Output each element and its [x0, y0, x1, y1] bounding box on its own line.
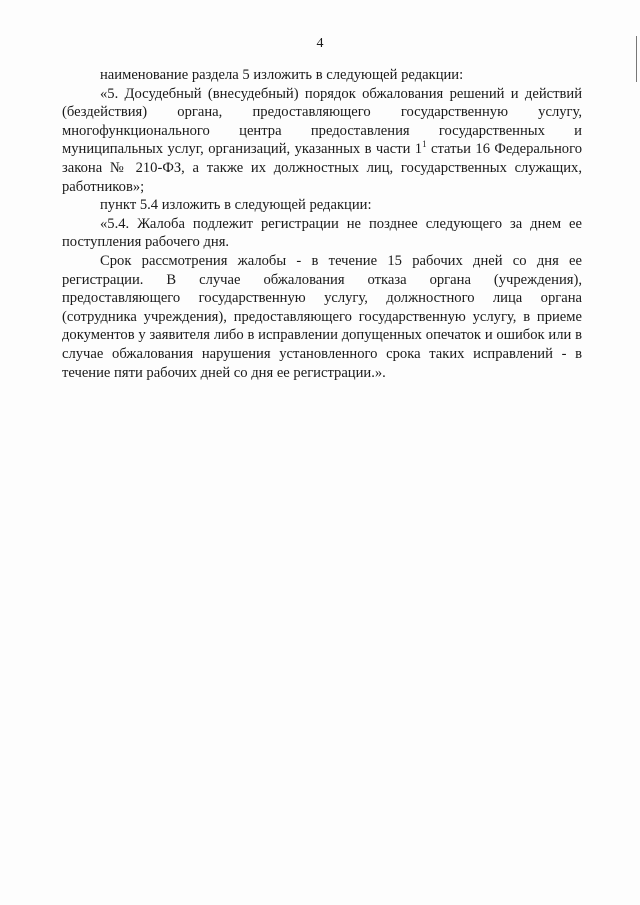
superscript-part-number: 1 — [422, 139, 427, 150]
paragraph-clause54-registration: «5.4. Жалоба подлежит регистрации не позднее следующего за днем ее поступления рабочего дня. — [62, 215, 582, 251]
page-number: 4 — [316, 36, 324, 51]
paragraph-clause54-intro: пункт 5.4 изложить в следующей редакции: — [100, 197, 372, 214]
section5-title-text: «5. Досудебный (внесудебный) порядок обжалования решений и действий (бездействия) органа, предоставляющего государственную услугу, многофункционального центра предоставления государственных и муниципальных услуг, организаций, указанных в части 1 — [62, 85, 582, 158]
scan-edge-line — [636, 36, 637, 82]
document-body — [62, 66, 582, 382]
paragraph-clause54-terms: Срок рассмотрения жалобы - в течение 15 рабочих дней со дня ее регистрации. В случае обжалования отказа органа (учреждения), предоставляющего государственную услугу, должностного лица органа (сотрудника учреждения), предоставляющего государственную услугу, в приеме документов у заявителя либо в исправлении допущенных опечаток и ошибок или в случае обжалования нарушения установленного срока таких исправлений - в течение пяти рабочих дней со дня ее регистрации.». — [62, 252, 582, 381]
paragraph-section5-title — [62, 85, 582, 197]
section5-title-text-end: статьи 16 Федерального закона № 210-ФЗ, а также их должностных лиц, государственных служащих, работников»; — [62, 141, 582, 195]
paragraph-section5-intro: наименование раздела 5 изложить в следующей редакции: — [100, 67, 464, 83]
